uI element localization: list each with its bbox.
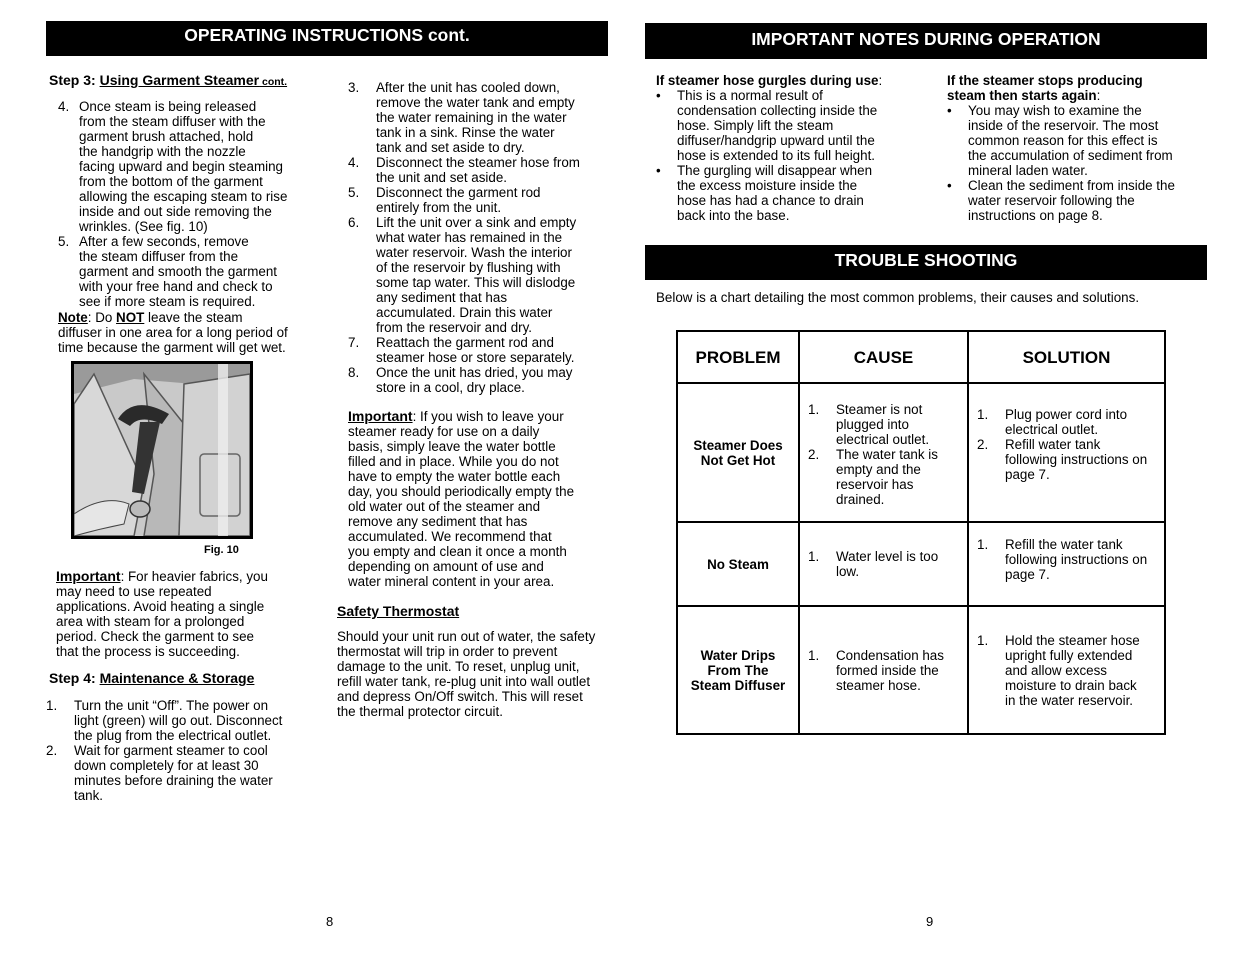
line: hose is extended to its full height.: [677, 148, 876, 163]
safety-thermostat-heading: Safety Thermostat: [337, 603, 460, 619]
list-item: [348, 335, 610, 365]
line: the plug from the electrical outlet.: [74, 728, 272, 743]
line: drained.: [836, 492, 885, 507]
line: From The: [707, 662, 769, 678]
gurgle-heading: If steamer hose gurgles during use: [656, 73, 879, 88]
list-item: [947, 178, 1197, 223]
line: Turn the unit “Off”. The power on: [74, 698, 269, 713]
line: plugged into: [836, 417, 909, 432]
line: depending on amount of use and: [348, 559, 544, 574]
steamer-illustration: [74, 364, 250, 536]
line: of the reservoir by flushing with: [376, 260, 561, 275]
line: steamer hose.: [836, 677, 921, 693]
line: inside and out side removing the: [79, 204, 272, 219]
line: hose. Simply lift the steam: [677, 118, 834, 133]
line: day, you should periodically empty the: [348, 484, 575, 499]
list-item: [808, 549, 959, 579]
line: common reason for this effect is: [968, 133, 1158, 148]
operating-instructions-banner: [46, 21, 608, 56]
list-item: [977, 633, 1156, 708]
line: page 7.: [1005, 566, 1050, 582]
list-item: [58, 234, 318, 309]
line: mineral laden water.: [968, 163, 1088, 178]
list-item: [348, 365, 610, 395]
line: Clean the sediment from inside the: [968, 178, 1175, 193]
line: After a few seconds, remove: [79, 234, 249, 249]
step4-title: Maintenance & Storage: [99, 670, 255, 686]
item-number: 1.: [808, 549, 820, 564]
line: may need to use repeated: [56, 584, 212, 599]
item-number: 4.: [348, 155, 360, 170]
line: Lift the unit over a sink and empty: [376, 215, 577, 230]
item-number: 3.: [348, 80, 360, 95]
line: steamer hose or store separately.: [376, 350, 575, 365]
important-heavy-fabrics: [56, 569, 318, 659]
line: The water tank is: [836, 447, 938, 462]
line: Condensation has: [836, 647, 944, 663]
line: Steamer is not: [836, 402, 923, 417]
line: The gurgling will disappear when: [677, 163, 873, 178]
line: applications. Avoid heating a single: [56, 599, 265, 614]
line: water mineral content in your area.: [348, 574, 555, 589]
line: water reservoir following the: [968, 193, 1135, 208]
line: Refill the water tank: [1005, 536, 1123, 552]
page-number-right: 9: [926, 914, 934, 929]
line: No Steam: [707, 556, 769, 572]
step4-prefix: Step 4:: [49, 670, 100, 686]
line: steamer ready for use on a daily: [348, 424, 540, 439]
line: down completely for at least 30: [74, 758, 259, 773]
line: empty and the: [836, 462, 921, 477]
item-number: 2.: [977, 437, 989, 452]
line: the handgrip with the nozzle: [79, 144, 246, 159]
line: tank in a sink. Rinse the water: [376, 125, 555, 140]
line: condensation collecting inside the: [677, 103, 878, 118]
line: water reservoir. Wash the interior: [376, 245, 572, 260]
line: any sediment that has: [376, 290, 508, 305]
gurgle-section: [656, 73, 896, 223]
item-number: 1.: [977, 407, 989, 422]
page-number-left: 8: [326, 914, 334, 929]
list-item: [977, 407, 1156, 437]
list-item: [348, 215, 610, 335]
line: After the unit has cooled down,: [376, 80, 560, 95]
line: low.: [836, 564, 860, 579]
banner-title: OPERATING INSTRUCTIONS cont.: [184, 25, 470, 45]
line: the water remaining in the water: [376, 110, 567, 125]
line: from the bottom of the garment: [79, 174, 263, 189]
line: page 7.: [1005, 467, 1050, 482]
line: upright fully extended: [1005, 647, 1133, 663]
note-emphasis: NOT: [116, 310, 145, 325]
line: store in a cool, dry place.: [376, 380, 525, 395]
bullet-icon: •: [656, 163, 661, 178]
important-label: Important: [56, 568, 121, 584]
line: electrical outlet.: [836, 432, 930, 447]
line: reservoir has: [836, 477, 914, 492]
line: and allow excess: [1005, 662, 1107, 678]
list-item: [656, 163, 896, 223]
line: thermostat will trip in order to prevent: [337, 644, 558, 659]
line: refill water tank, re-plug unit into wall outlet: [337, 674, 591, 689]
line: basis, simply leave the water bottle: [348, 439, 556, 454]
table-row: [677, 383, 1165, 522]
line: allowing the escaping steam to rise: [79, 189, 288, 204]
line: diffuser/handgrip upward until the: [677, 133, 875, 148]
banner-title: TROUBLE SHOOTING: [834, 250, 1018, 270]
list-item: [46, 698, 318, 743]
line: back into the base.: [677, 208, 790, 223]
item-number: 1.: [808, 647, 820, 663]
step3-suffix: cont.: [259, 76, 288, 88]
item-number: 2.: [808, 447, 820, 462]
line: time because the garment will get wet.: [58, 340, 286, 355]
line: the steam diffuser from the: [79, 249, 239, 264]
item-number: 6.: [348, 215, 360, 230]
item-number: 1.: [46, 698, 58, 713]
list-item: [808, 402, 959, 447]
solution-cell: [968, 522, 1165, 606]
note-label: Note: [58, 310, 88, 325]
line: from the reservoir and dry.: [376, 320, 533, 335]
important-label: Important: [348, 408, 413, 424]
line: wrinkles. (See fig. 10): [79, 219, 208, 234]
line: that the process is succeeding.: [56, 644, 240, 659]
line: Reattach the garment rod and: [376, 335, 554, 350]
banner-title: IMPORTANT NOTES DURING OPERATION: [751, 29, 1101, 49]
line: you empty and clean it once a month: [348, 544, 567, 559]
line: diffuser in one area for a long period of: [58, 325, 288, 340]
bullet-icon: •: [947, 178, 952, 193]
solution-cell: [968, 606, 1165, 734]
list-item: [977, 437, 1156, 482]
line: Refill water tank: [1005, 437, 1101, 452]
line: remove the water tank and empty: [376, 95, 575, 110]
note-text: : Do: [87, 310, 117, 325]
step3-title: Using Garment Steamer: [99, 72, 260, 88]
line: Once the unit has dried, you may: [376, 365, 573, 380]
colon: :: [878, 73, 883, 88]
line: following instructions on: [1005, 551, 1148, 567]
note-text: leave the steam: [144, 310, 243, 325]
maintenance-list-continued: [348, 80, 610, 395]
item-number: 8.: [348, 365, 360, 380]
line: formed inside the: [836, 662, 939, 678]
item-number: 5.: [348, 185, 360, 200]
line: moisture to drain back: [1005, 677, 1137, 693]
cause-cell: [799, 383, 968, 522]
step4-list: [46, 698, 318, 803]
line: You may wish to examine the: [968, 103, 1142, 118]
trouble-shooting-table: [676, 330, 1166, 735]
list-item: [46, 743, 318, 803]
list-item: [348, 155, 610, 185]
line: entirely from the unit.: [376, 200, 502, 215]
step3-list: [58, 99, 318, 309]
cause-cell: [799, 522, 968, 606]
item-number: 2.: [46, 743, 58, 758]
table-row: [677, 522, 1165, 606]
colon: :: [1096, 88, 1101, 103]
line: remove any sediment that has: [348, 514, 528, 529]
item-number: 1.: [977, 632, 989, 648]
figure-caption: Fig. 10: [204, 544, 239, 556]
list-item: [947, 103, 1197, 178]
step3-heading: [49, 73, 287, 90]
line: Disconnect the steamer hose from: [376, 155, 580, 170]
list-item: [348, 185, 610, 215]
line: period. Check the garment to see: [56, 629, 254, 644]
line: some tap water. This will dislodge: [376, 275, 576, 290]
trouble-shooting-intro: Below is a chart detailing the most common problems, their causes and solutions.: [656, 290, 1140, 305]
important-text: : If you wish to leave your: [412, 409, 564, 424]
line: area with steam for a prolonged: [56, 614, 245, 629]
line: the excess moisture inside the: [677, 178, 858, 193]
line: Disconnect the garment rod: [376, 185, 541, 200]
step3-prefix: Step 3:: [49, 72, 100, 88]
line: with your free hand and check to: [79, 279, 273, 294]
line: accumulated. We recommend that: [348, 529, 552, 544]
line: Steamer Does: [693, 437, 783, 453]
line: minutes before draining the water: [74, 773, 273, 788]
note-paragraph: [58, 310, 318, 355]
line: Once steam is being released: [79, 99, 257, 114]
line: Wait for garment steamer to cool: [74, 743, 268, 758]
item-number: 1.: [808, 402, 820, 417]
line: Water level is too: [836, 549, 939, 564]
safety-thermostat-text: [337, 629, 617, 719]
header-cause: CAUSE: [799, 331, 968, 383]
line: and depress On/Off switch. This will reset: [337, 689, 583, 704]
line: light (green) will go out. Disconnect: [74, 713, 283, 728]
list-item: [348, 80, 610, 155]
line: instructions on page 8.: [968, 208, 1103, 223]
bullet-icon: •: [947, 103, 952, 118]
line: what water has remained in the: [376, 230, 563, 245]
line: old water out of the steamer and: [348, 499, 541, 514]
line: Not Get Hot: [700, 452, 776, 468]
line: filled and in place. While you do not: [348, 454, 559, 469]
line: in the water reservoir.: [1005, 692, 1134, 708]
problem-cell: [677, 383, 799, 522]
line: facing upward and begin steaming: [79, 159, 283, 174]
line: garment and smooth the garment: [79, 264, 277, 279]
list-item: [808, 447, 959, 507]
table-header-row: [677, 331, 1165, 383]
line: inside of the reservoir. The most: [968, 118, 1159, 133]
stops-heading: steam then starts again: [947, 88, 1097, 103]
line: Steam Diffuser: [690, 677, 786, 693]
header-problem: PROBLEM: [677, 331, 799, 383]
list-item: [656, 88, 896, 163]
line: tank.: [74, 788, 104, 803]
important-notes-banner: [645, 23, 1207, 59]
item-number: 7.: [348, 335, 360, 350]
important-text: : For heavier fabrics, you: [120, 569, 268, 584]
list-item: [58, 99, 318, 234]
solution-cell: [968, 383, 1165, 522]
line: Plug power cord into: [1005, 407, 1128, 422]
trouble-shooting-banner: [645, 245, 1207, 280]
item-number: 1.: [977, 536, 989, 552]
important-daily-use: [348, 409, 610, 589]
stops-heading: If the steamer stops producing: [947, 73, 1143, 88]
line: the accumulation of sediment from: [968, 148, 1173, 163]
line: damage to the unit. To reset, unplug unit,: [337, 659, 580, 674]
line: the unit and set aside.: [376, 170, 508, 185]
bullet-icon: •: [656, 88, 661, 103]
fig10-steamer-image: [71, 361, 253, 539]
cause-cell: [799, 606, 968, 734]
table-row: [677, 606, 1165, 734]
line: electrical outlet.: [1005, 422, 1099, 437]
line: see if more steam is required.: [79, 294, 256, 309]
line: Should your unit run out of water, the safety: [337, 629, 596, 644]
line: garment brush attached, hold: [79, 129, 254, 144]
line: hose has had a chance to drain: [677, 193, 864, 208]
header-solution: SOLUTION: [968, 331, 1165, 383]
line: following instructions on: [1005, 452, 1148, 467]
line: tank and set aside to dry.: [376, 140, 525, 155]
line: Hold the steamer hose: [1005, 632, 1140, 648]
line: Water Drips: [700, 647, 776, 663]
item-number: 5.: [58, 234, 70, 249]
line: This is a normal result of: [677, 88, 823, 103]
step4-heading: [49, 671, 254, 686]
line: have to empty the water bottle each: [348, 469, 561, 484]
line: accumulated. Drain this water: [376, 305, 553, 320]
line: from the steam diffuser with the: [79, 114, 266, 129]
problem-cell: [677, 606, 799, 734]
list-item: [977, 537, 1156, 582]
list-item: [808, 648, 959, 693]
item-number: 4.: [58, 99, 70, 114]
problem-cell: [677, 522, 799, 606]
stops-producing-section: [947, 73, 1197, 223]
line: the thermal protector circuit.: [337, 704, 503, 719]
